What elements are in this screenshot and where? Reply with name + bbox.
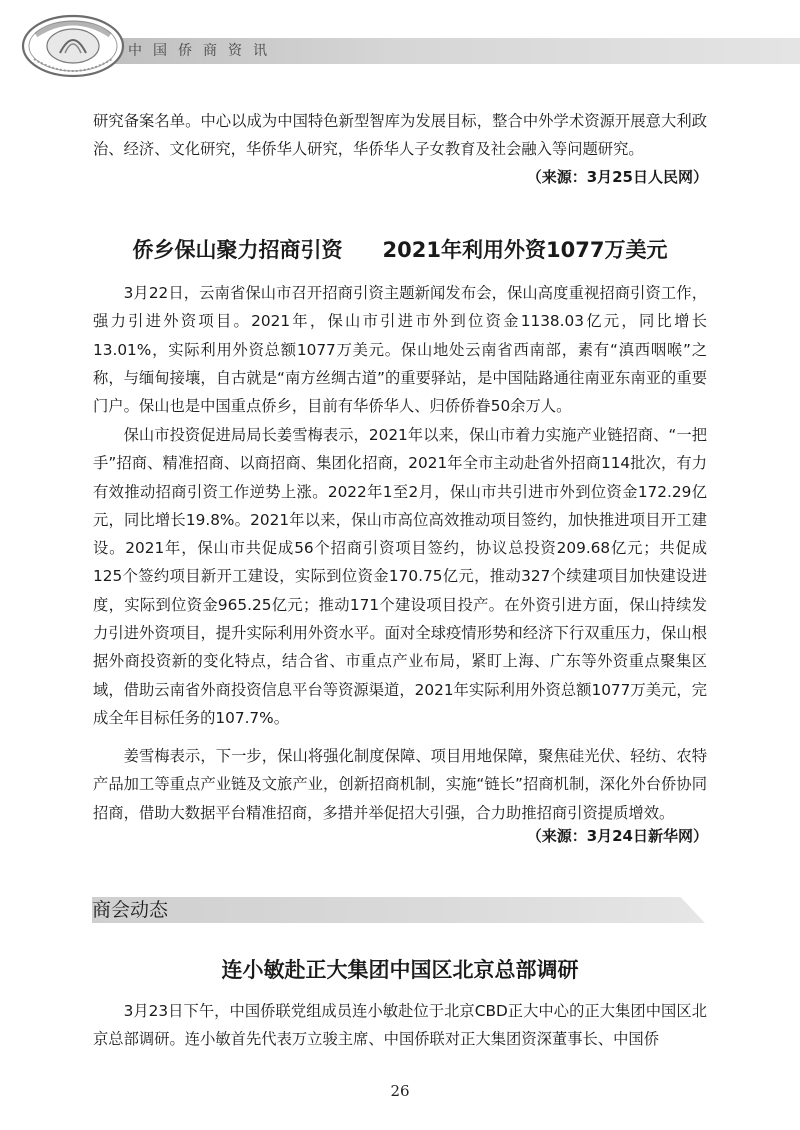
article-title <box>0 234 800 264</box>
continuation-paragraph: 研究备案名单。中心以成为中国特色新型智库为发展目标，整合中外学术资源开展意大利政治、经济、文化研究，华侨华人研究，华侨华人子女教育及社会融入等问题研究。 <box>93 112 707 159</box>
running-header-title: 中国侨商资讯 <box>128 43 278 59</box>
section-label: 商会动态 <box>92 899 169 921</box>
article-paragraph: 3月23日下午，中国侨联党组成员连小敏赴位于北京CBD正大中心的正大集团中国区北京总部调研。连小敏首先代表万立骏主席、中国侨联对正大集团资深董事长、中国侨 <box>93 1002 707 1049</box>
article-title-sub: 2021年利用外资1077万美元 <box>382 238 668 262</box>
article-paragraph: 3月22日，云南省保山市召开招商引资主题新闻发布会，保山高度重视招商引资工作，强力引进外资项目。2021年，保山市引进市外到位资金1138.03亿元，同比增长13.01%，实际利用外资总额1077万美元。保山地处云南省西南部，素有“滇西咽喉”之称，与缅甸接壤，自古就是“南方丝绸古道”的重要驿站，是中国陆路通往南亚东南亚的重要门户。保山也是中国重点侨乡，目前有华侨华人、归侨侨眷50余万人。 <box>93 284 707 416</box>
section-bar <box>92 897 705 923</box>
article-paragraph: 保山市投资促进局局长姜雪梅表示，2021年以来，保山市着力实施产业链招商、“一把手”招商、精准招商、以商招商、集团化招商，2021年全市主动赴省外招商114批次，有力有效推动招商引资工作逆势上涨。2022年1至2月，保山市共引进市外到位资金172.29亿元，同比增长19.8%。2021年以来，保山市高位高效推动项目签约，加快推进项目开工建设。2021年，保山市共促成56个招商引资项目签约，协议总投资209.68亿元；共促成125个签约项目新开工建设，实际到位资金170.75亿元，推动327个续建项目加快建设进度，实际到位资金965.25亿元；推动171个建设项目投产。在外资引进方面，保山持续发力引进外资项目，提升实际利用外资水平。面对全球疫情形势和经济下行双重压力，保山根据外商投资新的变化特点，结合省、市重点产业布局，紧盯上海、广东等外资重点聚集区域，借助云南省外商投资信息平台等资源渠道，2021年实际利用外资总额1077万美元，完成全年目标任务的107.7%。 <box>93 426 707 727</box>
page-number: 26 <box>390 1082 410 1100</box>
article-title-main: 侨乡保山聚力招商引资 <box>132 238 343 262</box>
magazine-logo <box>20 13 126 79</box>
source-note: （来源：3月24日新华网） <box>526 827 708 845</box>
article-paragraph: 姜雪梅表示，下一步，保山将强化制度保障、项目用地保障，聚焦硅光伏、轻纺、农特产品加工等重点产业链及文旅产业，创新招商机制，实施“链长”招商机制，深化外台侨协同招商，借助大数据平台精准招商，多措并举促招大引强，合力助推招商引资提质增效。 <box>93 747 707 822</box>
source-note: （来源：3月25日人民网） <box>526 168 708 186</box>
article-title: 连小敏赴正大集团中国区北京总部调研 <box>221 958 579 982</box>
